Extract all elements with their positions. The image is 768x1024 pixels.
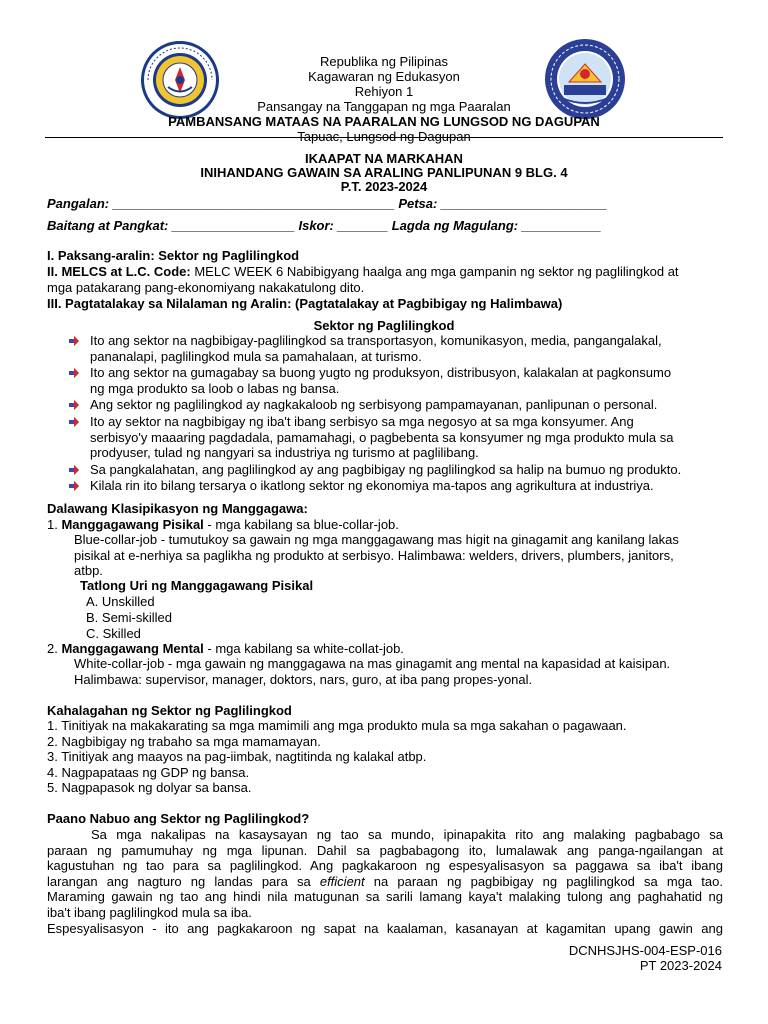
kahalagahan-item: 3. Tinitiyak ang maayos na pag-iimbak, nagtitinda ng kalakal atbp. xyxy=(47,749,427,765)
school-name: PAMBANSANG MATAAS NA PAARALAN NG LUNGSOD NG DAGUPAN xyxy=(168,114,600,129)
blue-collar-line: atbp. xyxy=(74,563,103,579)
efficient-term: efficient xyxy=(319,873,365,889)
bullet-line: Sa pangkalahatan, ang paglilingkod ay ang pagbibigay ng paglilingkod sa halip na bumuo ng produkto. xyxy=(90,461,682,477)
paragraph-line: kagustuhan ng tao para sa paglilingkod. Ang pagkakaroon ng espesyalisasyon sa paggawa sa iba't ibang xyxy=(47,858,723,874)
bullet-line: Ito ang sektor na gumagabay sa buong yugto ng produksyon, distribusyon, kalakalan at pagkonsumo xyxy=(90,365,672,381)
klasipikasyon-item-2 xyxy=(47,641,404,656)
title-quarter: IKAAPAT NA MARKAHAN xyxy=(305,151,463,166)
section-melcs xyxy=(47,264,679,279)
item-number: 2. xyxy=(47,641,62,656)
white-collar-line: White-collar-job - mga gawain ng manggagawa na mas ginagamit ang mental na kapasidad at kaisipan. xyxy=(74,656,671,671)
klasipikasyon-item-1 xyxy=(47,517,399,532)
uri-item: B. Semi-skilled xyxy=(86,609,172,625)
sektor-heading: Sektor ng Paglilingkod xyxy=(313,318,455,333)
sektor-bullet-item xyxy=(68,397,728,413)
section-discussion: III. Pagtatalakay sa Nilalaman ng Aralin: (Pagtatalakay at Pagbibigay ng Halimbawa) xyxy=(47,296,563,311)
document-code: DCNHSJHS-004-ESP-016 xyxy=(568,943,722,958)
header-line-department: Kagawaran ng Edukasyon xyxy=(308,69,460,84)
title-school-year: P.T. 2023-2024 xyxy=(340,179,428,194)
bullet-line: Kilala rin ito bilang tersarya o ikatlong sektor ng ekonomiya ma-tapos ang agrikultura at industriya. xyxy=(90,478,654,494)
kahalagahan-list xyxy=(47,718,627,796)
grade-score-signature-field: Baitang at Pangkat: _________________ Iskor: _______ Lagda ng Magulang: ___________ xyxy=(47,218,602,233)
header-line-country: Republika ng Pilipinas xyxy=(320,54,448,69)
blue-collar-line: Blue-collar-job - tumutukoy sa gawain ng mga manggagawang mas higit na ginagamit ang kanilang lakas xyxy=(74,532,679,547)
line-text: larangan ang nagturo ng landas para sa xyxy=(47,873,320,889)
bullet-line: Ito ay sektor na nagbibigay ng iba't ibang serbisyo sa mga negosyo at sa mga konsyumer. Ang xyxy=(90,413,634,429)
arrow-bullet-icon xyxy=(68,416,80,428)
arrow-bullet-icon xyxy=(68,335,80,347)
line-text: na paraan ng pagbibigay ng paglilingkod sa mga tao. xyxy=(364,873,723,889)
kahalagahan-item: 2. Nagbibigay ng trabaho sa mga mamamayan. xyxy=(47,733,321,749)
uri-item: C. Skilled xyxy=(86,625,141,641)
uri-heading: Tatlong Uri ng Manggagawang Pisikal xyxy=(80,578,314,593)
item-2-term: Manggagawang Mental xyxy=(61,641,204,656)
item-2-description: - mga kabilang sa white-collat-job. xyxy=(203,641,404,656)
kahalagahan-item: 4. Nagpapataas ng GDP ng bansa. xyxy=(47,764,250,780)
espesyalisasyon-line: Espesyalisasyon - ito ang pagkakaroon ng sapat na kaalaman, kasanayan at kagamitan upang gawin ang xyxy=(47,920,723,936)
paragraph-line xyxy=(47,874,723,890)
item-1-term: Manggagawang Pisikal xyxy=(61,517,204,532)
bullet-line: pananalapi, paglilingkod mula sa pamahalaan, at turismo. xyxy=(90,348,422,364)
kahalagahan-item: 5. Nagpapasok ng dolyar sa bansa. xyxy=(47,780,252,796)
arrow-bullet-icon xyxy=(68,480,80,492)
blue-collar-line: pisikal at e-nerhiya sa paglikha ng produkto at serbisyo. Halimbawa: welders, drivers, plumbers, janitors, xyxy=(74,547,674,563)
melcs-label: II. MELCS at L.C. Code: xyxy=(47,264,191,279)
melcs-continuation: mga patakarang pang-ekonomiyang nakakatulong dito. xyxy=(47,280,365,295)
kahalagahan-heading: Kahalagahan ng Sektor ng Paglilingkod xyxy=(47,703,292,718)
bullet-line: ng mga produkto sa loob o labas ng bansa. xyxy=(90,380,340,396)
letterhead xyxy=(110,54,658,144)
white-collar-description xyxy=(74,656,670,687)
white-collar-line: Halimbawa: supervisor, manager, doktors, nars, guro, at iba pang propes-yonal. xyxy=(74,671,533,687)
uri-list xyxy=(86,594,172,641)
section-topic: I. Paksang-aralin: Sektor ng Paglilingkod xyxy=(47,248,300,263)
paano-paragraph xyxy=(47,827,723,936)
paragraph-line: paraan ng pamumuhay ng mga lipunan. Dahil sa pagbabagong ito, lumalawak ang panga-ngailangan at xyxy=(47,842,723,858)
bullet-line: Ang sektor ng paglilingkod ay nagkakaloob ng serbisyong pampamayanan, panlipunan o personal. xyxy=(90,397,658,413)
paragraph-line: Sa mga nakalipas na kasaysayan ng tao sa mundo, ipinapakita rito ang malaking pagbabago sa xyxy=(91,827,723,842)
bullet-line: serbisyo'y maaaring pagdadala, pamamahagi, o pagbebenta sa konsyumer ng mga produkto mula sa xyxy=(90,429,674,445)
klasipikasyon-heading: Dalawang Klasipikasyon ng Manggagawa: xyxy=(47,501,308,516)
arrow-bullet-icon xyxy=(68,399,80,411)
arrow-bullet-icon xyxy=(68,464,80,476)
item-number: 1. xyxy=(47,517,62,532)
school-address: Tapuac, Lungsod ng Dagupan xyxy=(297,129,471,144)
item-1-description: - mga kabilang sa blue-collar-job. xyxy=(203,517,399,532)
bullet-line: prodyuser, tulad ng nangyari sa industriya ng turismo at paglilibang. xyxy=(90,445,479,461)
sektor-bullet-item xyxy=(68,365,728,396)
bullet-line: Ito ang sektor na nagbibigay-paglilingkod sa transportasyon, komunikasyon, media, pangangalakal, xyxy=(90,333,662,348)
paano-heading: Paano Nabuo ang Sektor ng Paglilingkod? xyxy=(47,811,310,826)
paragraph-line: iba't ibang paglilingkod mula sa iba. xyxy=(47,904,252,920)
sektor-bullet-item xyxy=(68,462,728,478)
melcs-text: MELC WEEK 6 Nabibigyang haalga ang mga gampanin ng sektor ng paglilingkod at xyxy=(190,264,679,279)
document-title xyxy=(110,152,658,194)
uri-item: A. Unskilled xyxy=(86,594,155,609)
sektor-bullet-item xyxy=(68,414,728,461)
sektor-bullet-list xyxy=(68,333,728,495)
arrow-bullet-icon xyxy=(68,367,80,379)
paragraph-line: Maraming gawain ng tao ang hindi nila matugunan sa sarili lamang kaya't malaking tulong ang paghahatid ng xyxy=(47,889,723,905)
header-line-region: Rehiyon 1 xyxy=(354,84,414,99)
title-activity: INIHANDANG GAWAIN SA ARALING PANLIPUNAN 9 BLG. 4 xyxy=(200,165,568,180)
name-date-field: Pangalan: _______________________________________ Petsa: _______________________ xyxy=(47,196,608,211)
blue-collar-description xyxy=(74,532,679,579)
header-line-division: Pansangay na Tanggapan ng mga Paaralan xyxy=(257,99,511,114)
sektor-bullet-item xyxy=(68,478,728,494)
footer-school-year: PT 2023-2024 xyxy=(639,958,722,973)
header-divider xyxy=(45,137,723,138)
kahalagahan-item: 1. Tinitiyak na makakarating sa mga mamimili ang mga produkto mula sa mga sakahan o pagawaan. xyxy=(47,718,627,733)
sektor-bullet-item xyxy=(68,333,728,364)
footer-code-block xyxy=(569,943,722,973)
